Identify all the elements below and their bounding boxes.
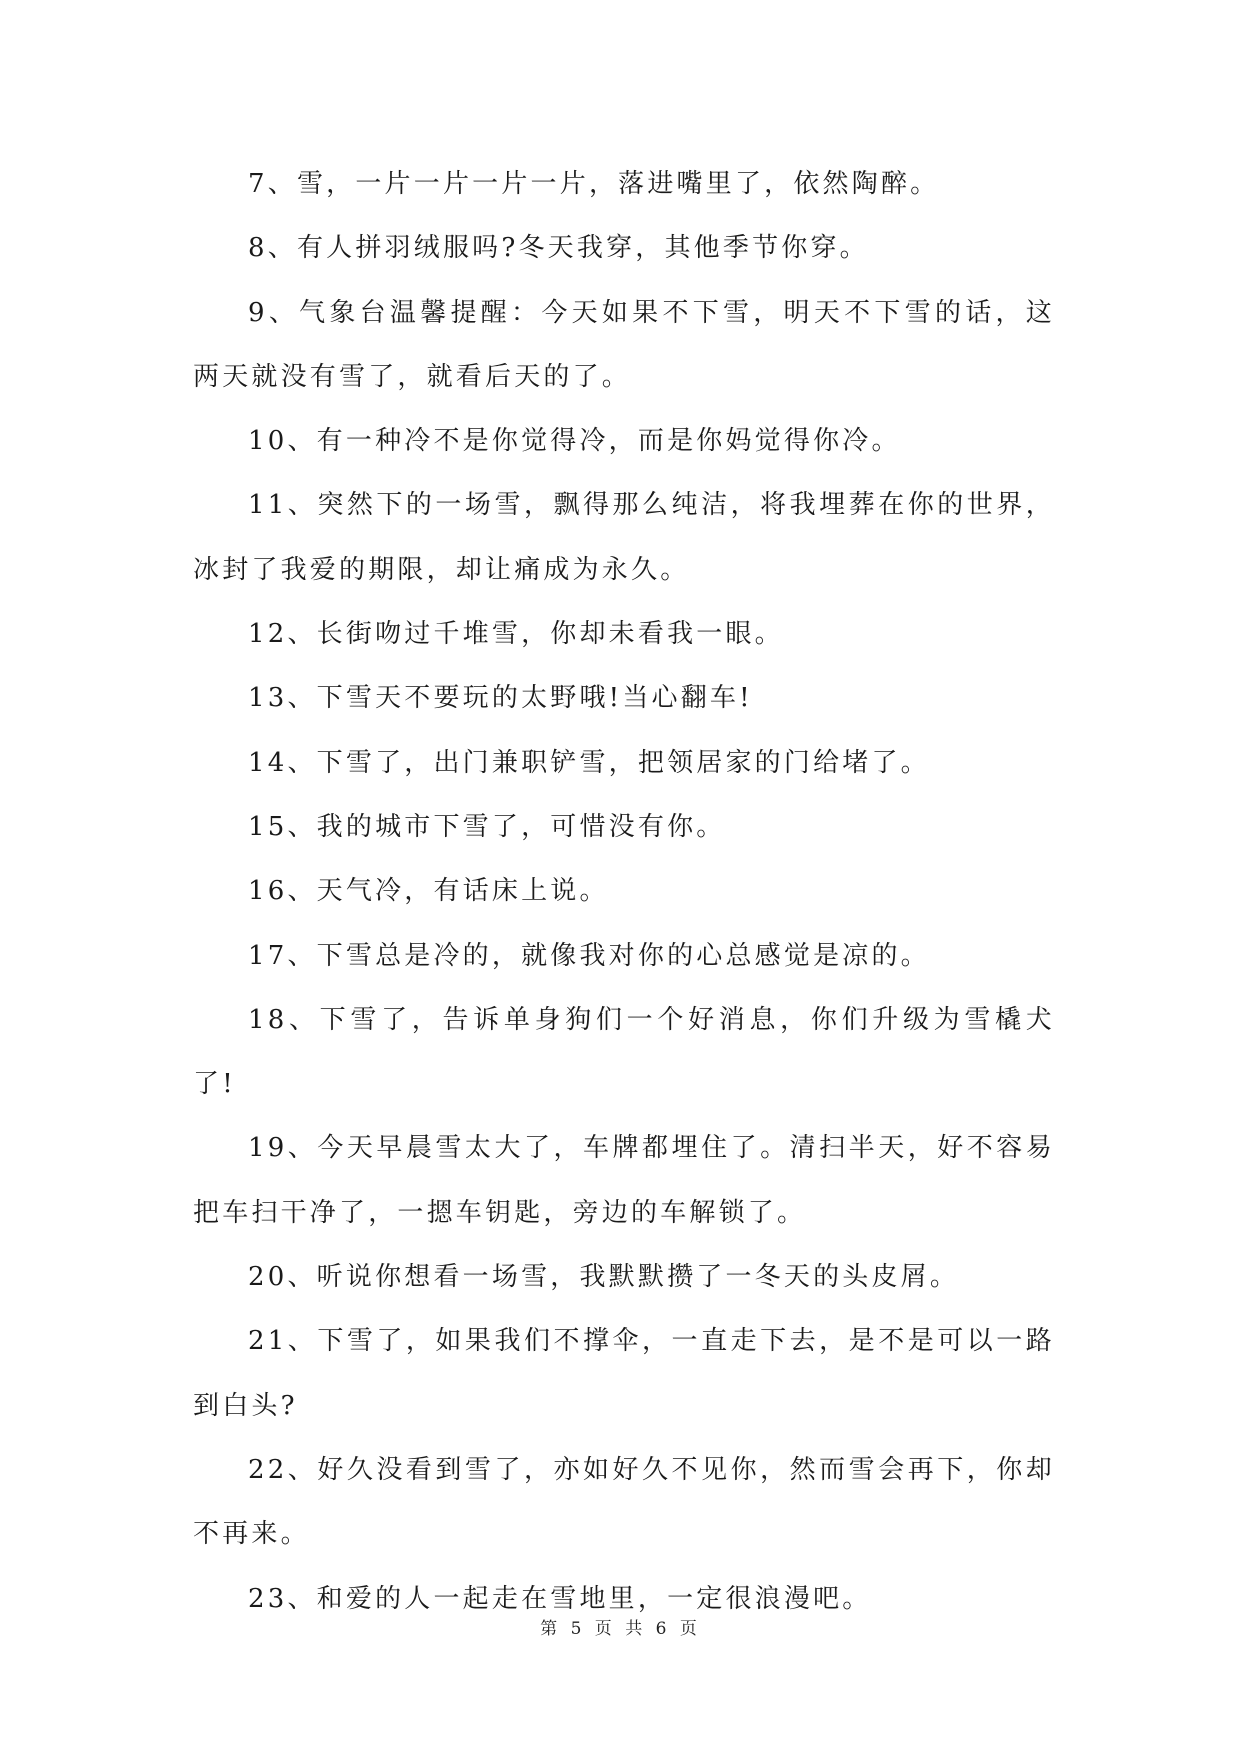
paragraph-17: 17、下雪总是冷的，就像我对你的心总感觉是凉的。 <box>248 940 930 971</box>
paragraph-22: 22、好久没看到雪了，亦如好久不见你，然而雪会再下，你却不再来。 <box>193 1454 1055 1550</box>
paragraph-23: 23、和爱的人一起走在雪地里，一定很浪漫吧。 <box>248 1583 872 1614</box>
paragraph-8: 8、有人拼羽绒服吗?冬天我穿，其他季节你穿。 <box>248 233 869 264</box>
paragraph-11: 11、突然下的一场雪，飘得那么纯洁，将我埋葬在你的世界，冰封了我爱的期限，却让痛成为永久。 <box>193 490 1055 585</box>
paragraph-10: 10、有一种冷不是你觉得冷，而是你妈觉得你冷。 <box>248 426 901 457</box>
paragraph-9: 9、气象台温馨提醒：今天如果不下雪，明天不下雪的话，这两天就没有雪了，就看后天的了。 <box>193 297 1055 392</box>
paragraph-21: 21、下雪了，如果我们不撑伞，一直走下去，是不是可以一路到白头? <box>193 1326 1055 1421</box>
paragraph-16: 16、天气冷，有话床上说。 <box>248 876 609 907</box>
paragraph-15: 15、我的城市下雪了，可惜没有你。 <box>248 811 726 842</box>
paragraph-20: 20、听说你想看一场雪，我默默攒了一冬天的头皮屑。 <box>248 1262 960 1293</box>
paragraph-12: 12、长街吻过千堆雪，你却未看我一眼。 <box>248 619 784 650</box>
paragraph-18: 18、下雪了，告诉单身狗们一个好消息，你们升级为雪橇犬了! <box>193 1004 1055 1100</box>
page-number-footer: 第 5 页 共 6 页 <box>540 1619 701 1639</box>
paragraph-14: 14、下雪了，出门兼职铲雪，把领居家的门给堵了。 <box>248 747 930 778</box>
document-body <box>193 152 1055 1631</box>
paragraph-7: 7、雪，一片一片一片一片，落进嘴里了，依然陶醉。 <box>248 169 940 199</box>
paragraph-19: 19、今天早晨雪太大了，车牌都埋住了。清扫半天，好不容易把车扫干净了，一摁车钥匙，旁边的车解锁了。 <box>193 1133 1055 1228</box>
paragraph-13: 13、下雪天不要玩的太野哦!当心翻车! <box>248 683 753 714</box>
